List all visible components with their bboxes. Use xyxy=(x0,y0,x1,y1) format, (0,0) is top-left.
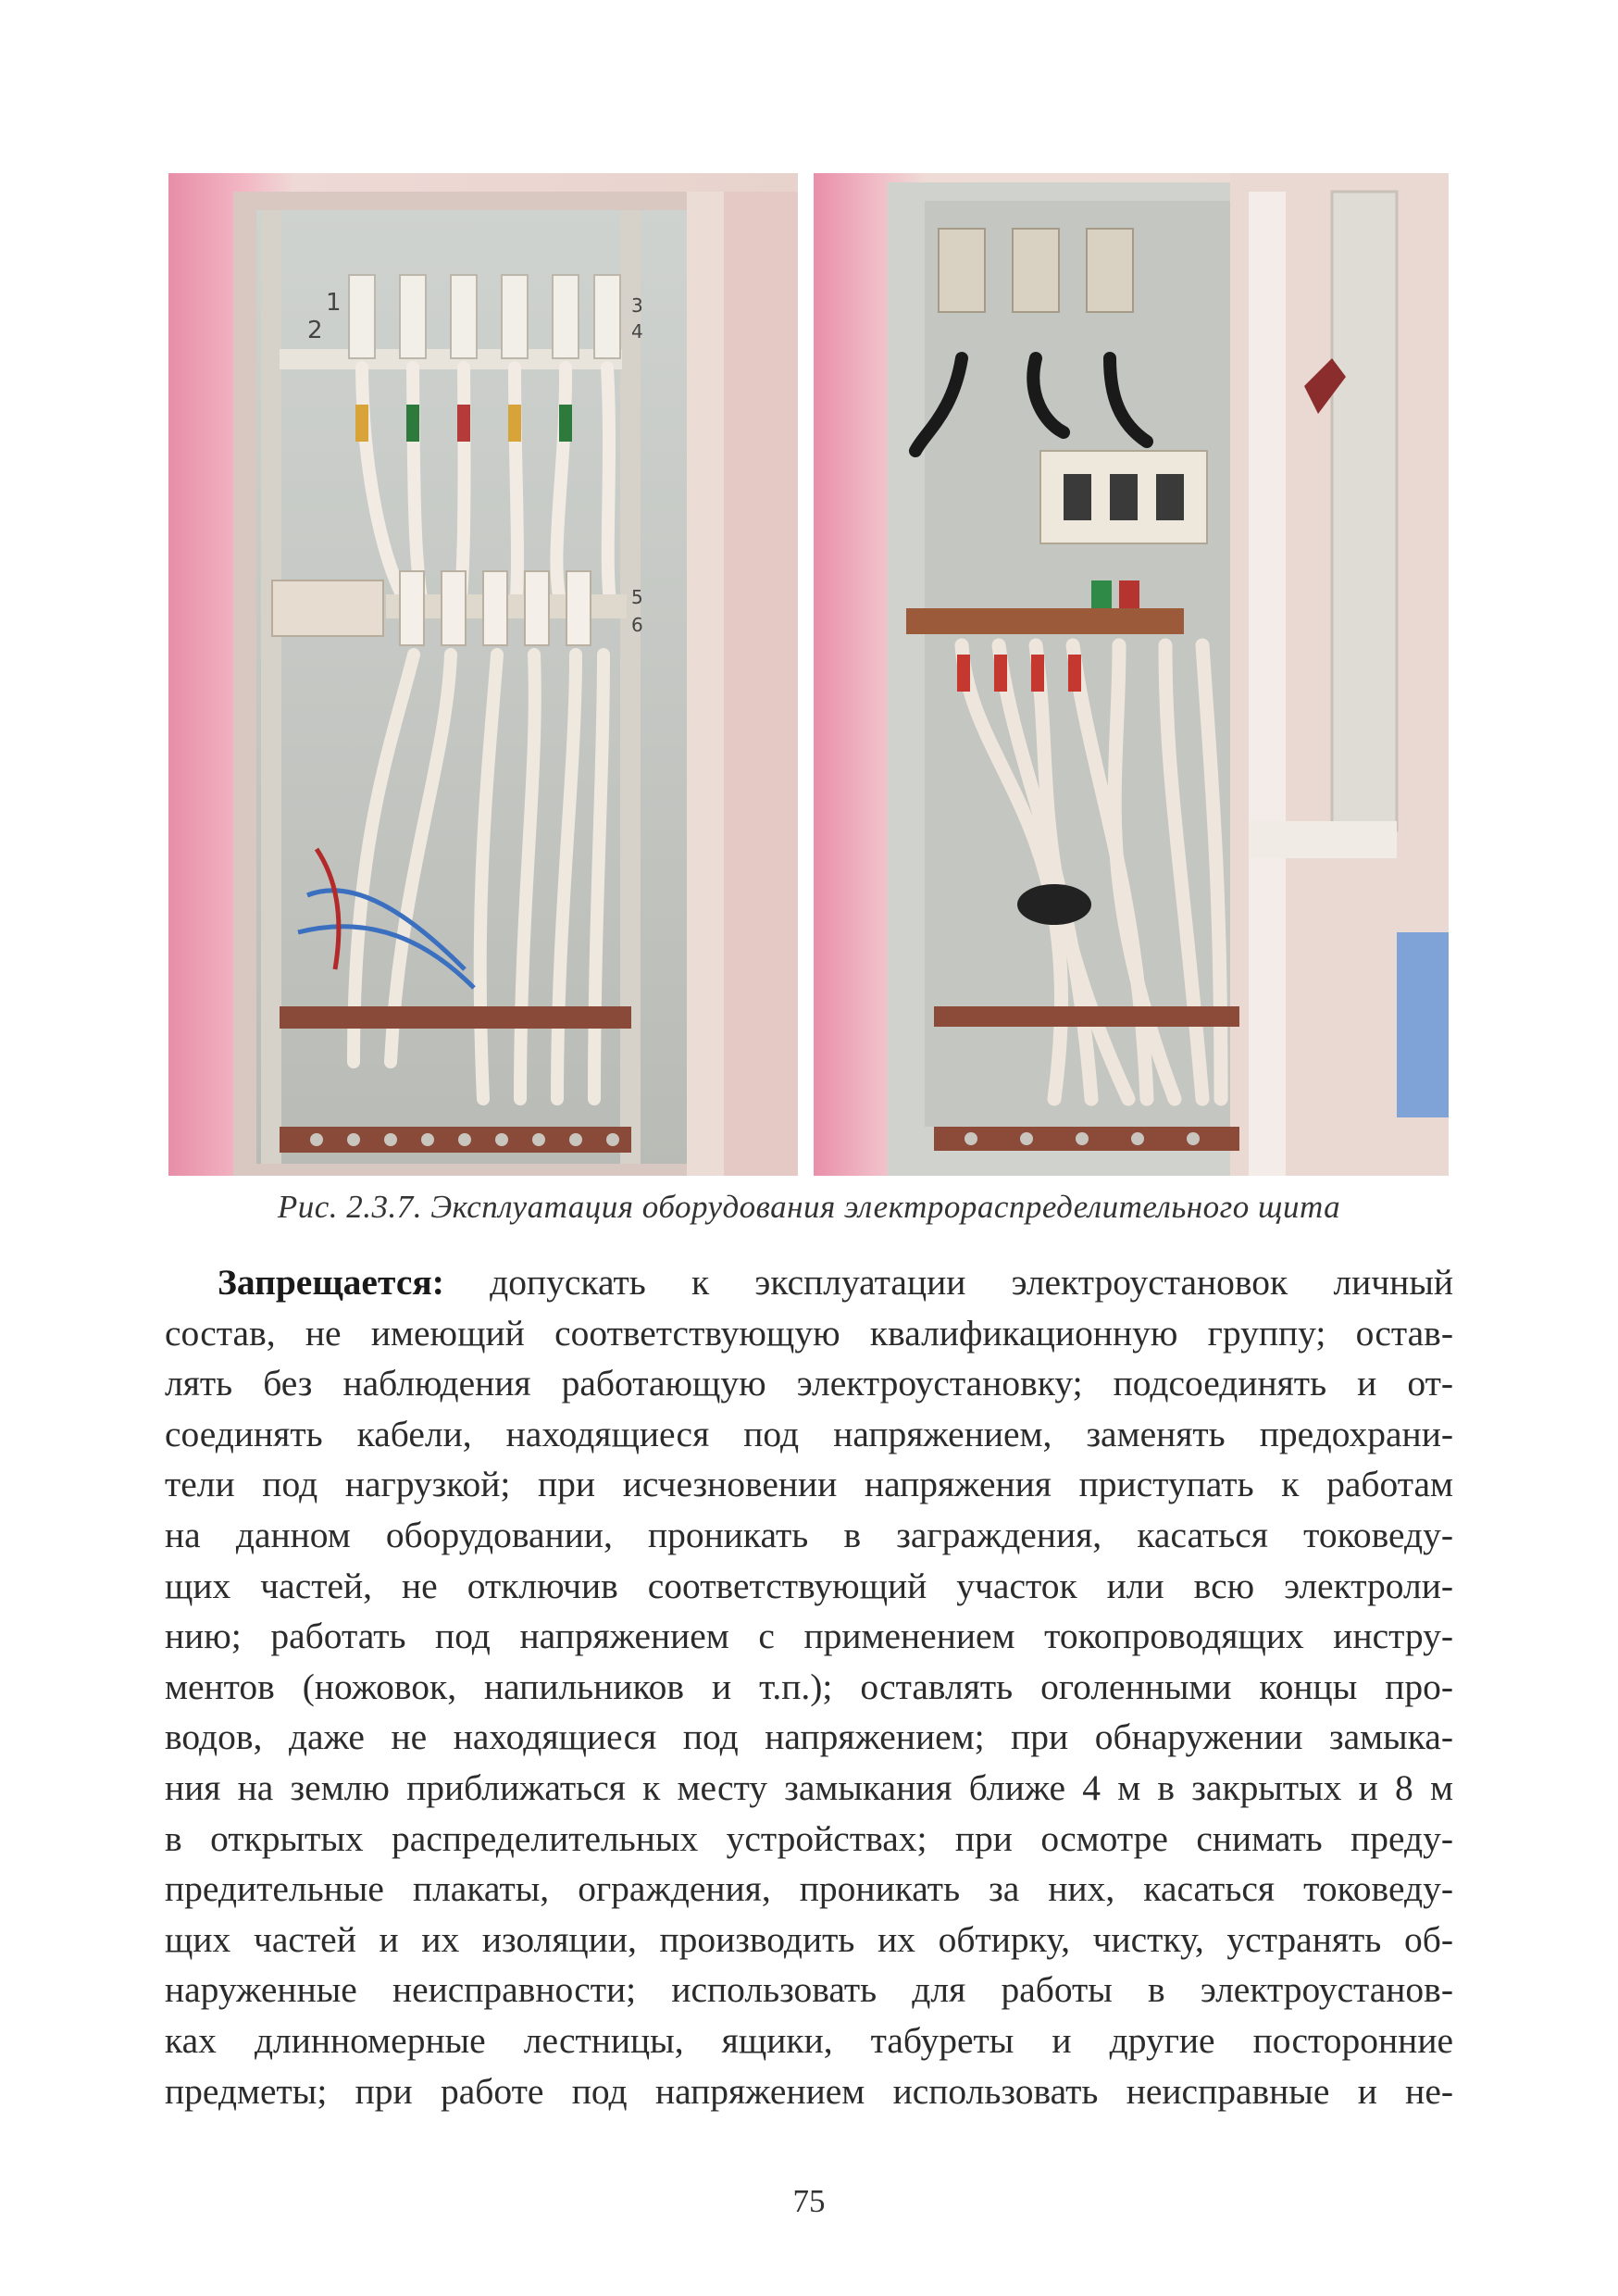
page-number: 75 xyxy=(792,2183,826,2219)
label-1: 1 xyxy=(326,289,342,317)
label-3: 3 xyxy=(631,294,643,317)
text-line: водов, даже не находящиеся под напряжением; при обнаружении замыка- xyxy=(165,1716,1453,1758)
keyword-forbidden: Запрещается: xyxy=(218,1262,444,1303)
figure-caption: Рис. 2.3.7. Эксплуатация оборудования электрораспределительного щита xyxy=(277,1189,1341,1225)
right-cabinet-photo xyxy=(814,173,1449,1176)
right-cabinet-illustration xyxy=(814,173,1449,1176)
text-line: ках длинномерные лестницы, ящики, табуреты и другие посторонние xyxy=(165,2019,1453,2061)
text-line: ния на землю приближаться к месту замыкания ближе 4 м в закрытых и 8 м xyxy=(165,1766,1453,1808)
text-line: тели под нагрузкой; при исчезновении напряжения приступать к работам xyxy=(165,1464,1453,1505)
text-line: нию; работать под напряжением с применением токопроводящих инстру- xyxy=(165,1616,1453,1657)
text-line: ментов (ножовок, напильников и т.п.); оставлять оголенными концы про- xyxy=(165,1666,1453,1707)
text-line: щих частей, не отключив соответствующий участок или всю электроли- xyxy=(165,1565,1453,1606)
text-line: предметы; при работе под напряжением использовать неисправные и не- xyxy=(165,2070,1453,2112)
text-line: щих частей и их изоляции, производить их обтирку, чистку, устранять об- xyxy=(165,1918,1453,1960)
text-line: наруженные неисправности; использовать для работы в электроустанов- xyxy=(165,1969,1453,2011)
label-6: 6 xyxy=(631,614,643,636)
text-line: в открытых распределительных устройствах; при осмотре снимать преду- xyxy=(165,1817,1453,1859)
text-line: на данном оборудовании, проникать в заграждения, касаться токоведу- xyxy=(165,1514,1453,1555)
left-cabinet-illustration xyxy=(168,173,798,1176)
text-line: состав, не имеющий соответствующую квалификационную группу; остав- xyxy=(165,1312,1453,1354)
text-line: соединять кабели, находящиеся под напряжением, заменять предохрани- xyxy=(165,1413,1453,1454)
label-2: 2 xyxy=(307,317,323,344)
text-line: Запрещается: допускать к эксплуатации электроустановок личный xyxy=(218,1262,1453,1303)
label-5: 5 xyxy=(631,586,643,608)
text-line: предительные плакаты, ограждения, проникать за них, касаться токоведу- xyxy=(165,1868,1453,1910)
text-line: лять без наблюдения работающую электроустановку; подсоединять и от- xyxy=(165,1363,1453,1404)
label-4: 4 xyxy=(631,320,643,343)
left-cabinet-photo xyxy=(168,173,798,1176)
body-paragraph xyxy=(165,1257,1453,2116)
